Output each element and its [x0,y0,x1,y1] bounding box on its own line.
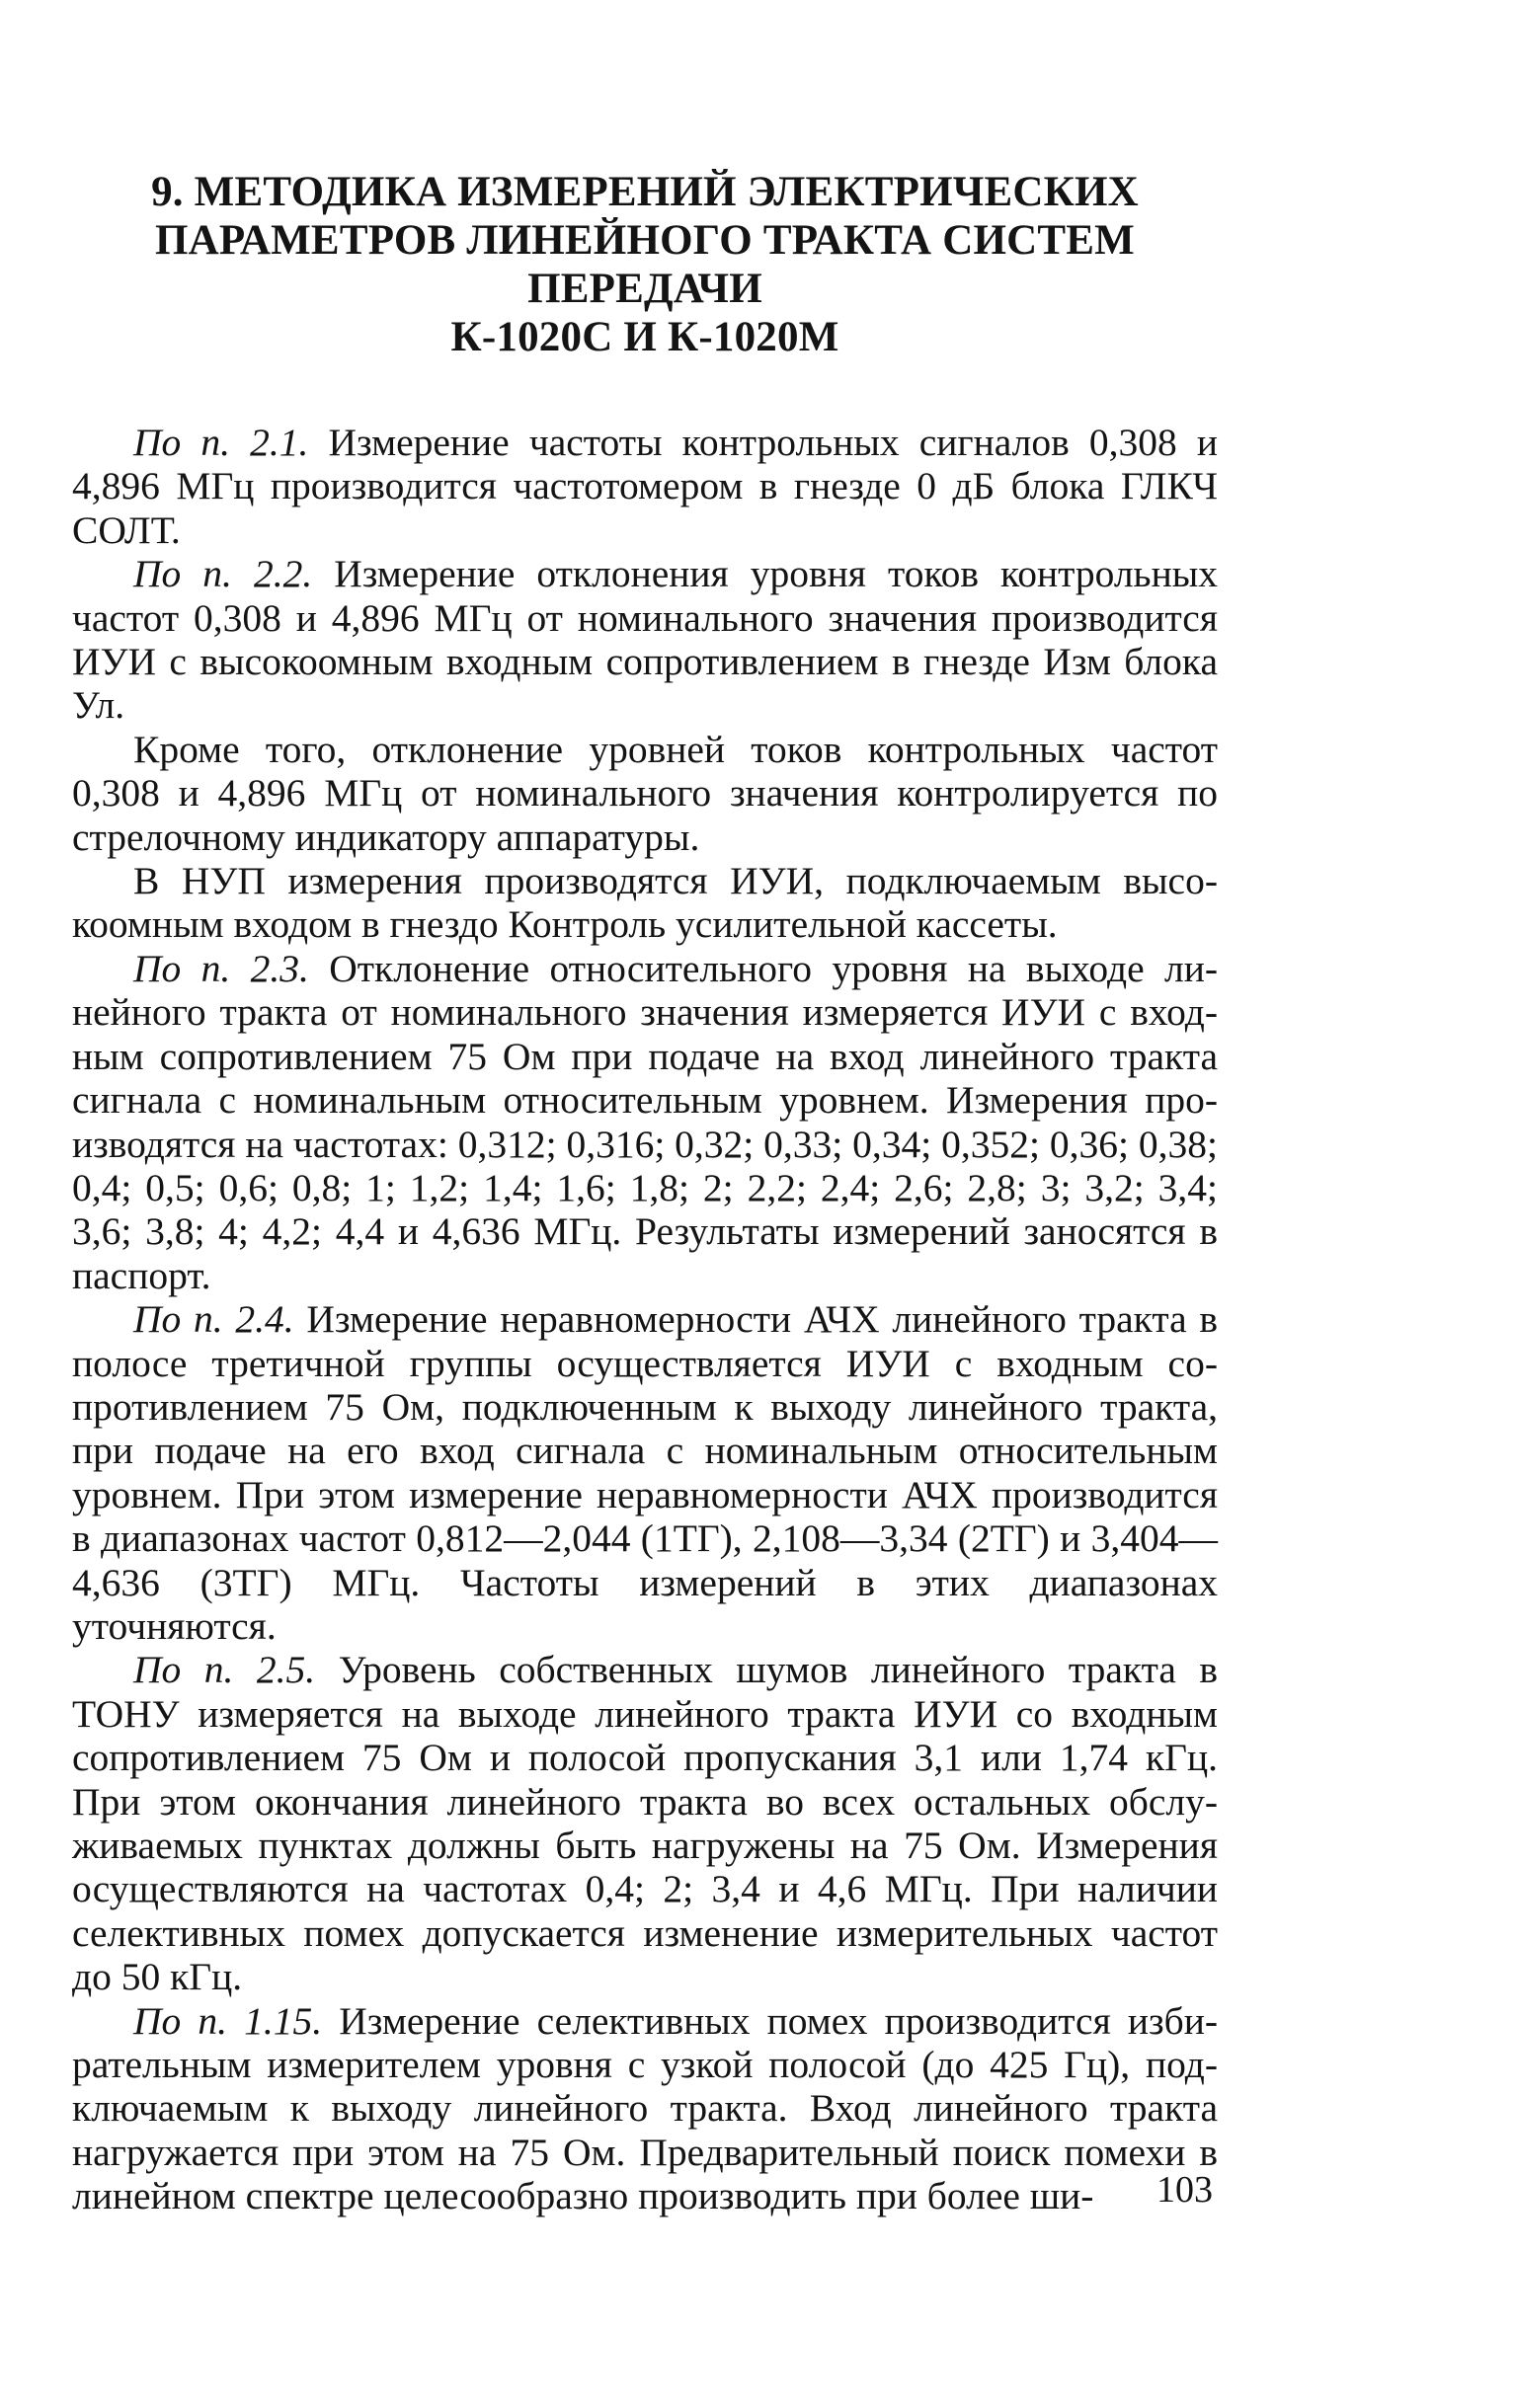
paragraph-2-1 [72,421,1218,552]
clause-reference: По п. 2.3. [133,946,309,990]
paragraph-nup [72,859,1218,947]
clause-reference: По п. 2.2. [133,552,313,596]
heading-line-1: 9. МЕТОДИКА ИЗМЕРЕНИЙ ЭЛЕКТРИЧЕСКИХ [151,169,1139,215]
section-heading [72,168,1218,361]
paragraph-2-4 [72,1297,1218,1648]
heading-line-2: ПАРАМЕТРОВ ЛИНЕЙНОГО ТРАКТА СИСТЕМ ПЕРЕДАЧИ [155,217,1135,312]
paragraph-2-2 [72,552,1218,728]
clause-reference: По п. 2.1. [133,421,309,464]
paragraph-text: Измерение частоты контрольных сигналов 0,308 и 4,896 МГц производится частотомером в гнезде 0 дБ блока ГЛКЧ СОЛТ. [72,421,1219,552]
page-number: 103 [1156,2169,1213,2211]
heading-line-3: К-1020С И К-1020М [450,314,839,360]
paragraph-2-5 [72,1648,1218,1998]
paragraph-text: Уровень собственных шумов линейного тракта в ТОНУ измеряется на выходе линейного тракта ИУИ со входным сопротивлением 75 Ом и полосой пропускания 3,1 или 1,74 кГц. При этом окончания линейного тракта во всех остальных обслуживаемых пунктах должны быть нагружены на 75 Ом. Измерения осуществляются на частотах 0,4; 2; 3,4 и 4,6 МГц. При наличии селективных помех допускается изменение измерительных частот до 50 кГц. [72,1648,1218,1999]
paragraph-text: Кроме того, отклонение уровней токов контрольных частот 0,308 и 4,896 МГц от номинального значения контролируется по стрелочному индикатору аппаратуры. [72,727,1218,859]
clause-reference: По п. 2.5. [133,1648,316,1692]
paragraph-text: Отклонение относительного уровня на выходе линейного тракта от номинального значения измеряется ИУИ с входным сопротивлением 75 Ом при подаче на вход линейного тракта сигнала с номинальным относительным уровнем. Измерения производятся на частотах: 0,312; 0,316; 0,32; 0,33; 0,34; 0,352; 0,36; 0,38; 0,4; 0,5; 0,6; 0,8; 1; 1,2; 1,4; 1,6; 1,8; 2; 2,2; 2,4; 2,6; 2,8; 3; 3,2; 3,4; 3,6; 3,8; 4; 4,2; 4,4 и 4,636 МГц. Результаты измерений заносятся в паспорт. [72,946,1218,1297]
paragraph-text: В НУП измерения производятся ИУИ, подключаемым высокоомным входом в гнездо Контроль усилительной кассеты. [72,859,1218,947]
paragraph-text: Измерение неравномерности АЧХ линейного тракта в полосе третичной группы осуществляется ИУИ с входным сопротивлением 75 Ом, подключенным к выходу линейного тракта, при подаче на его вход сигнала с номинальным относительным уровнем. При этом измерение неравномерности АЧХ производится в диапазонах частот 0,812—2,044 (1ТГ), 2,108—3,34 (2ТГ) и 3,404—4,636 (3ТГ) МГц. Частоты измерений в этих диапазонах уточняются. [72,1297,1219,1648]
clause-reference: По п. 1.15. [133,1998,323,2043]
paragraph-text: Измерение селективных помех производится избирательным измерителем уровня с узкой полосой (до 425 Гц), подключаемым к выходу линейного тракта. Вход линейного тракта нагружается при этом на 75 Ом. Предварительный поиск помехи в линейном спектре целесообразно производить при более ши- [72,1998,1218,2218]
clause-reference: По п. 2.4. [133,1297,294,1342]
paragraph-2-3 [72,947,1218,1297]
paragraph-text: Измерение отклонения уровня токов контрольных частот 0,308 и 4,896 МГц от номинального значения производится ИУИ с высокоомным входным сопротивлением в гнезде Изм блока Ул. [72,552,1218,728]
paragraph-1-15 [72,1999,1218,2218]
page-content [72,168,1218,2218]
paragraph-control-levels [72,728,1218,859]
